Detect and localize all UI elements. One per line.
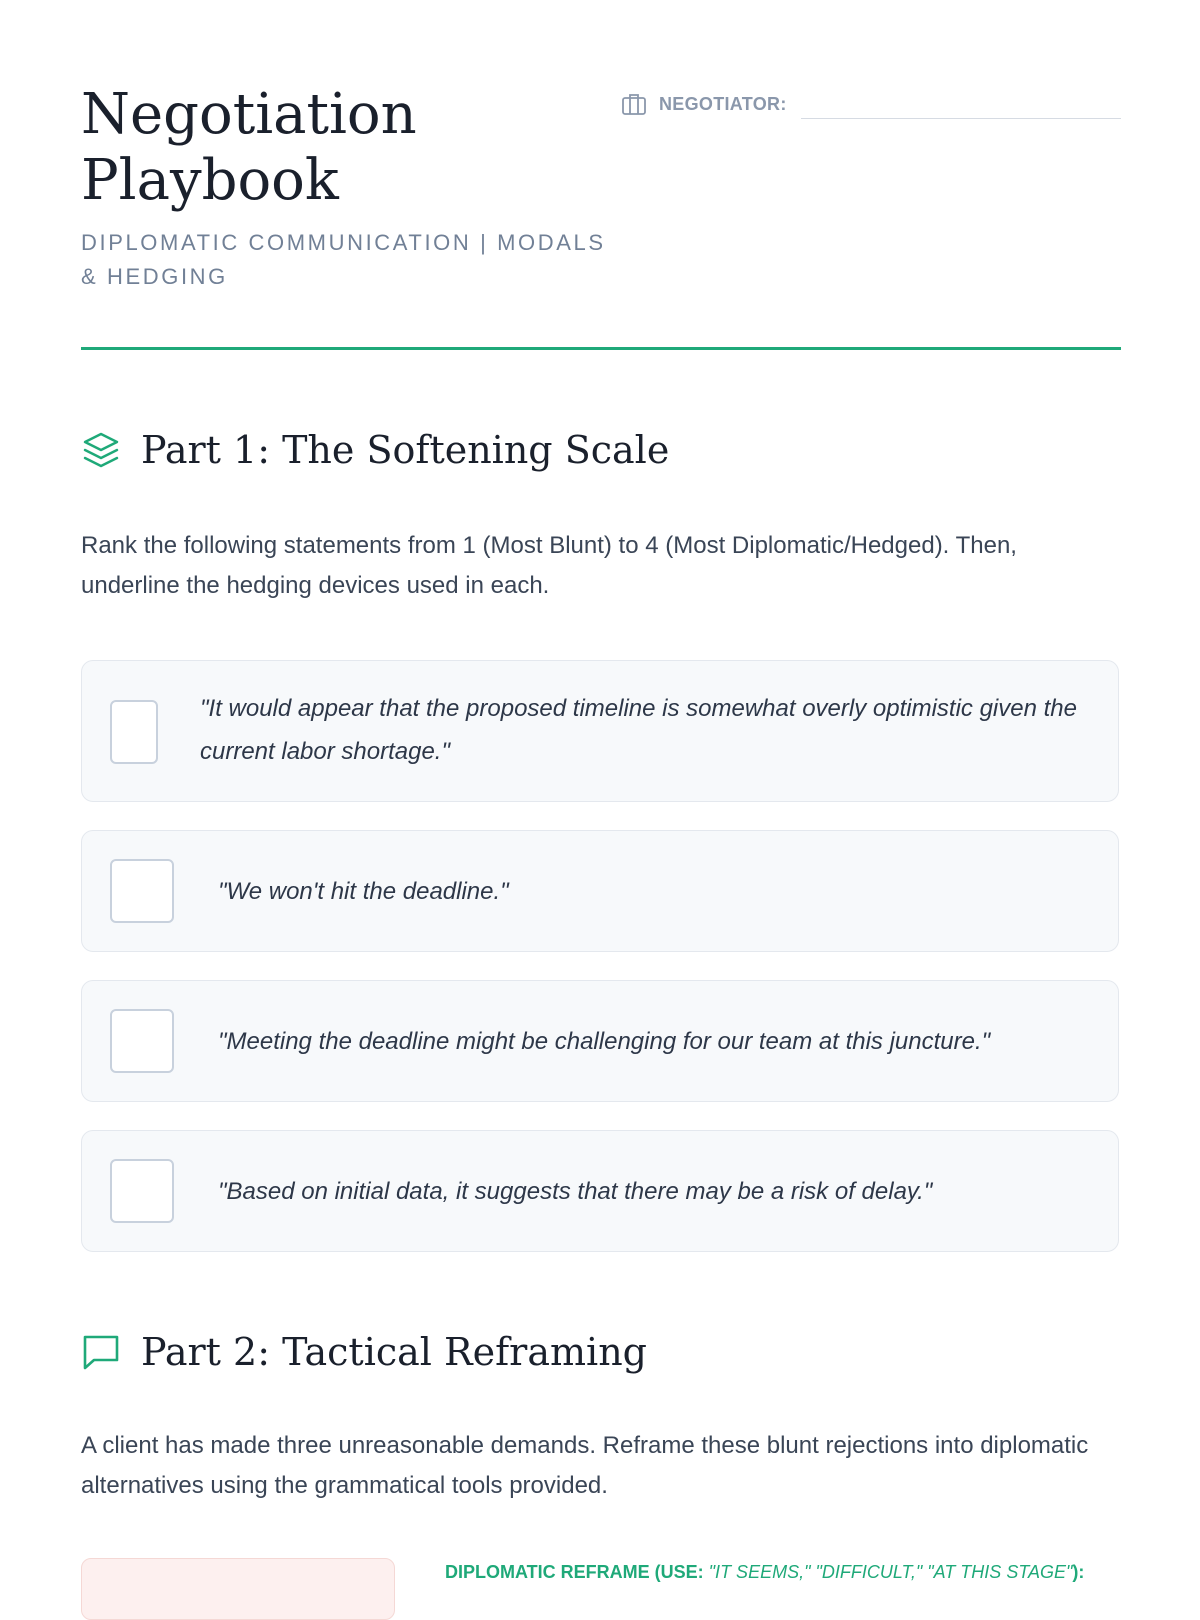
header-divider [81, 347, 1121, 350]
message-square-icon [81, 1332, 121, 1372]
worksheet-page [81, 0, 1121, 1600]
statement-text: "Meeting the deadline might be challenging for our team at this juncture." [218, 1028, 991, 1055]
rank-input-box[interactable] [110, 859, 174, 923]
statement-text: "It would appear that the proposed timeline is somewhat overly optimistic given the current labor shortage." [200, 695, 1077, 765]
page-title: Negotiation Playbook [81, 82, 417, 213]
page-subtitle: DIPLOMATIC COMMUNICATION | MODALS & HEDGING [81, 230, 606, 289]
rank-input-box[interactable] [110, 700, 158, 764]
negotiator-input-line[interactable] [801, 118, 1121, 119]
statement-text: "We won't hit the deadline." [218, 878, 509, 905]
statement-text: "Based on initial data, it suggests that there may be a risk of delay." [218, 1178, 933, 1205]
reframe-label-end: ): [1072, 1562, 1085, 1582]
negotiator-label: NEGOTIATOR: [659, 93, 787, 114]
part1-header [81, 428, 669, 472]
rank-input-box[interactable] [110, 1159, 174, 1223]
reframe-tools: "IT SEEMS," "DIFFICULT," "AT THIS STAGE" [708, 1562, 1073, 1582]
part1-heading: Part 1: The Softening Scale [141, 428, 670, 472]
negotiator-field [621, 86, 1121, 122]
layers-icon [81, 430, 121, 470]
part2-header [81, 1330, 647, 1374]
statement-card [81, 980, 1119, 1102]
reframe-label [445, 1562, 1084, 1583]
blunt-statement-box [81, 1558, 395, 1620]
part1-instructions: Rank the following statements from 1 (Most Blunt) to 4 (Most Diplomatic/Hedged). Then, underline the hedging devices used in each. [81, 532, 1017, 599]
reframe-label-start: DIPLOMATIC REFRAME (USE: [445, 1562, 704, 1582]
part2-heading: Part 2: Tactical Reframing [141, 1330, 647, 1374]
briefcase-icon [621, 92, 647, 116]
statement-card [81, 830, 1119, 952]
part2-instructions: A client has made three unreasonable demands. Reframe these blunt rejections into diplomatic alternatives using the grammatical tools provided. [81, 1432, 1089, 1499]
statement-card [81, 1130, 1119, 1252]
rank-input-box[interactable] [110, 1009, 174, 1073]
statement-card [81, 660, 1119, 802]
